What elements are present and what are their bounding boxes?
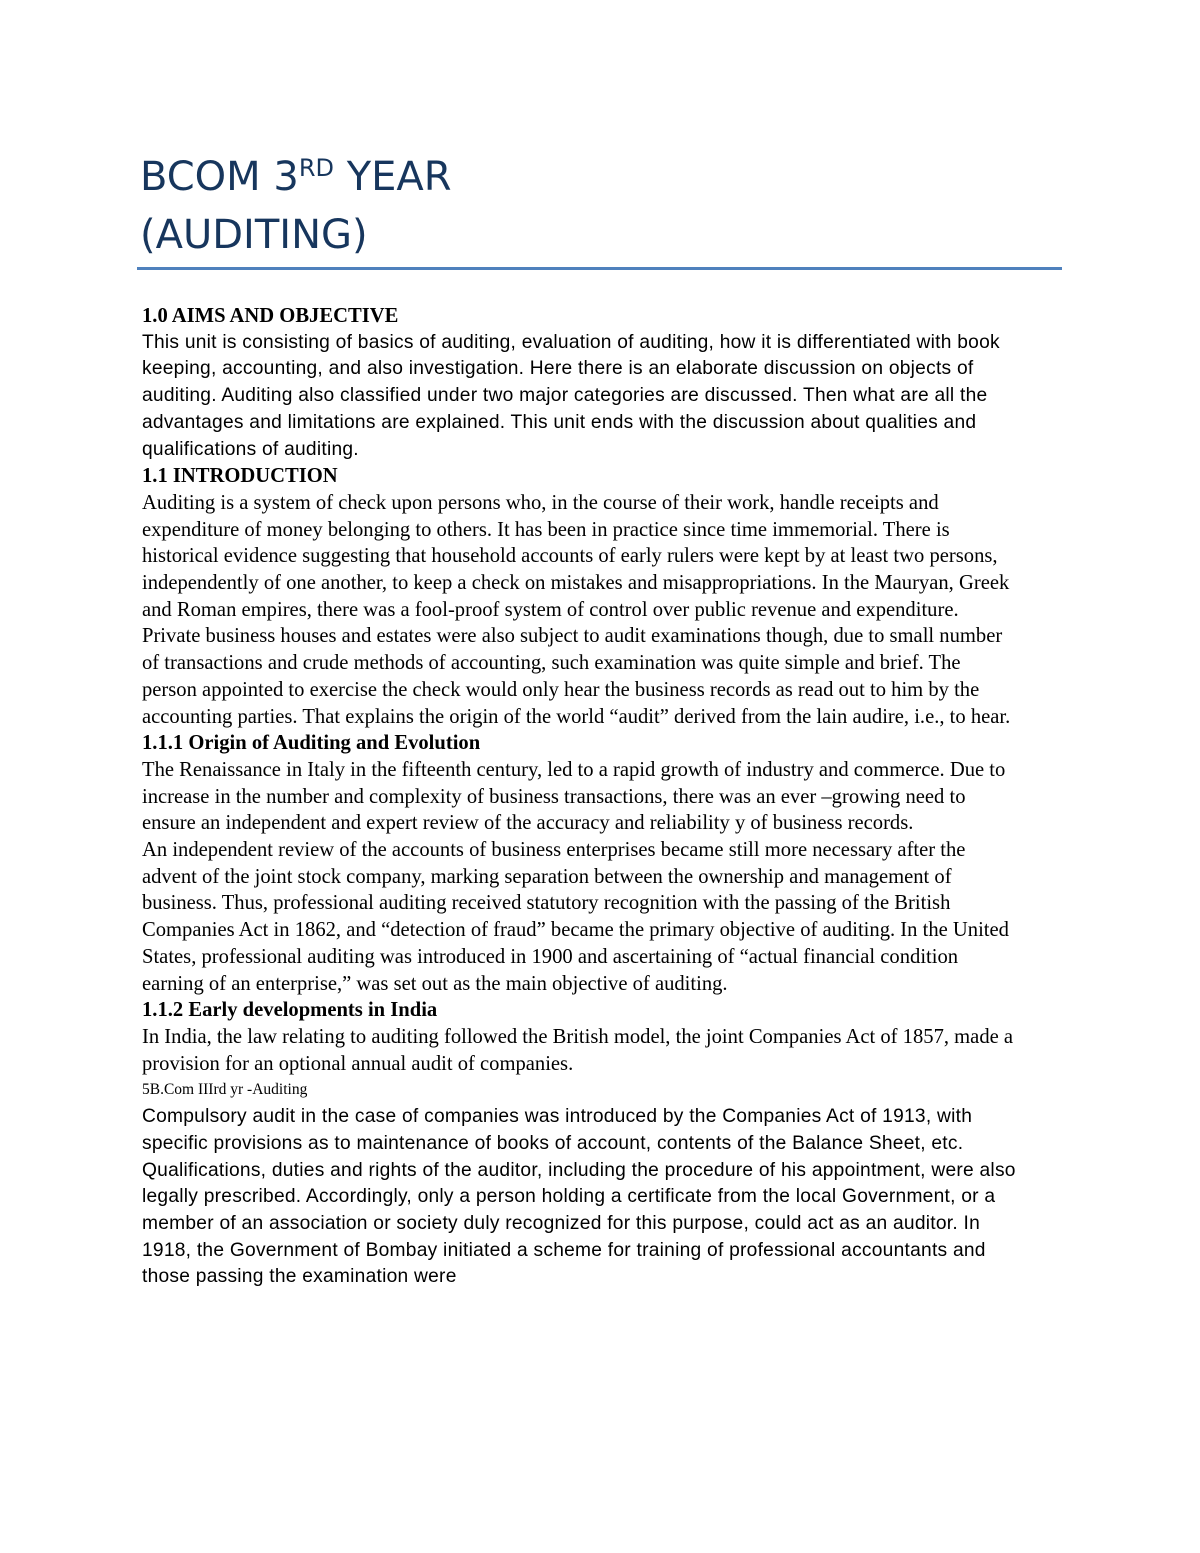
- aims-heading: 1.0 AIMS AND OBJECTIVE: [142, 305, 399, 327]
- running-footer-note: 5B.Com IIIrd yr -Auditing: [142, 1081, 308, 1099]
- title-superscript: RD: [298, 154, 334, 182]
- document-title: [140, 148, 1062, 264]
- title-subject: (AUDITING): [140, 212, 368, 258]
- title-divider: [137, 267, 1062, 270]
- title-block: [140, 148, 1062, 264]
- aims-paragraph: This unit is consisting of basics of auditing, evaluation of auditing, how it is differentiated with book keeping, accounting, and also investigation. Here there is an elaborate discussion on objects of auditing. Auditing also classified under two major categories are discussed. Then what are all the advantages and limitations are explained. This unit ends with the discussion about qualities and qualifications of auditing.: [142, 331, 1000, 460]
- introduction-paragraph-1: Auditing is a system of check upon persons who, in the course of their work, handle receipts and expenditure of money belonging to others. It has been in practice since time immemorial. There is historical evidence suggesting that household accounts of early rulers were kept by at least two persons, independently of one another, to keep a check on mistakes and misappropriations. In the Mauryan, Greek and Roman empires, there was a fool-proof system of control over public revenue and expenditure.: [142, 491, 1010, 621]
- title-suffix: YEAR: [333, 154, 452, 200]
- title-prefix: BCOM 3: [140, 154, 299, 200]
- document-body: [142, 303, 1017, 1291]
- origin-paragraph-1: The Renaissance in Italy in the fifteenth century, led to a rapid growth of industry and commerce. Due to increase in the number and complexity of business transactions, there was an ever –growing need to ensure an independent and expert review of the accuracy and reliability y of business records.: [142, 758, 1006, 835]
- origin-heading: 1.1.1 Origin of Auditing and Evolution: [142, 732, 481, 755]
- india-paragraph-2: Compulsory audit in the case of companies was introduced by the Companies Act of 1913, with specific provisions as to maintenance of books of account, contents of the Balance Sheet, etc. Qualifications, duties and rights of the auditor, including the procedure of his appointment, were also legally prescribed. Accordingly, only a person holding a certificate from the local Government, or a member of an association or society duly recognized for this purpose, could act as an auditor. In 1918, the Government of Bombay initiated a scheme for training of professional accountants and those passing the examination were: [142, 1106, 1016, 1288]
- origin-paragraph-2: An independent review of the accounts of business enterprises became still more necessary after the advent of the joint stock company, marking separation between the ownership and management of business. Thus, professional auditing received statutory recognition with the passing of the British Companies Act in 1862, and “detection of fraud” became the primary objective of auditing. In the United States, professional auditing was introduced in 1900 and ascertaining of “actual financial condition earning of an enterprise,” was set out as the main objective of auditing.: [142, 839, 1009, 995]
- introduction-paragraph-2: Private business houses and estates were also subject to audit examinations though, due to small number of transactions and crude methods of accounting, such examination was quite simple and brief. The person appointed to exercise the check would only hear the business records as read out to him by the accounting parties. That explains the origin of the world “audit” derived from the lain audire, i.e., to hear.: [142, 625, 1011, 728]
- india-heading: 1.1.2 Early developments in India: [142, 999, 438, 1022]
- india-paragraph-1: In India, the law relating to auditing followed the British model, the joint Companies Act of 1857, made a provision for an optional annual audit of companies.: [142, 1025, 1014, 1075]
- introduction-heading: 1.1 INTRODUCTION: [142, 465, 338, 488]
